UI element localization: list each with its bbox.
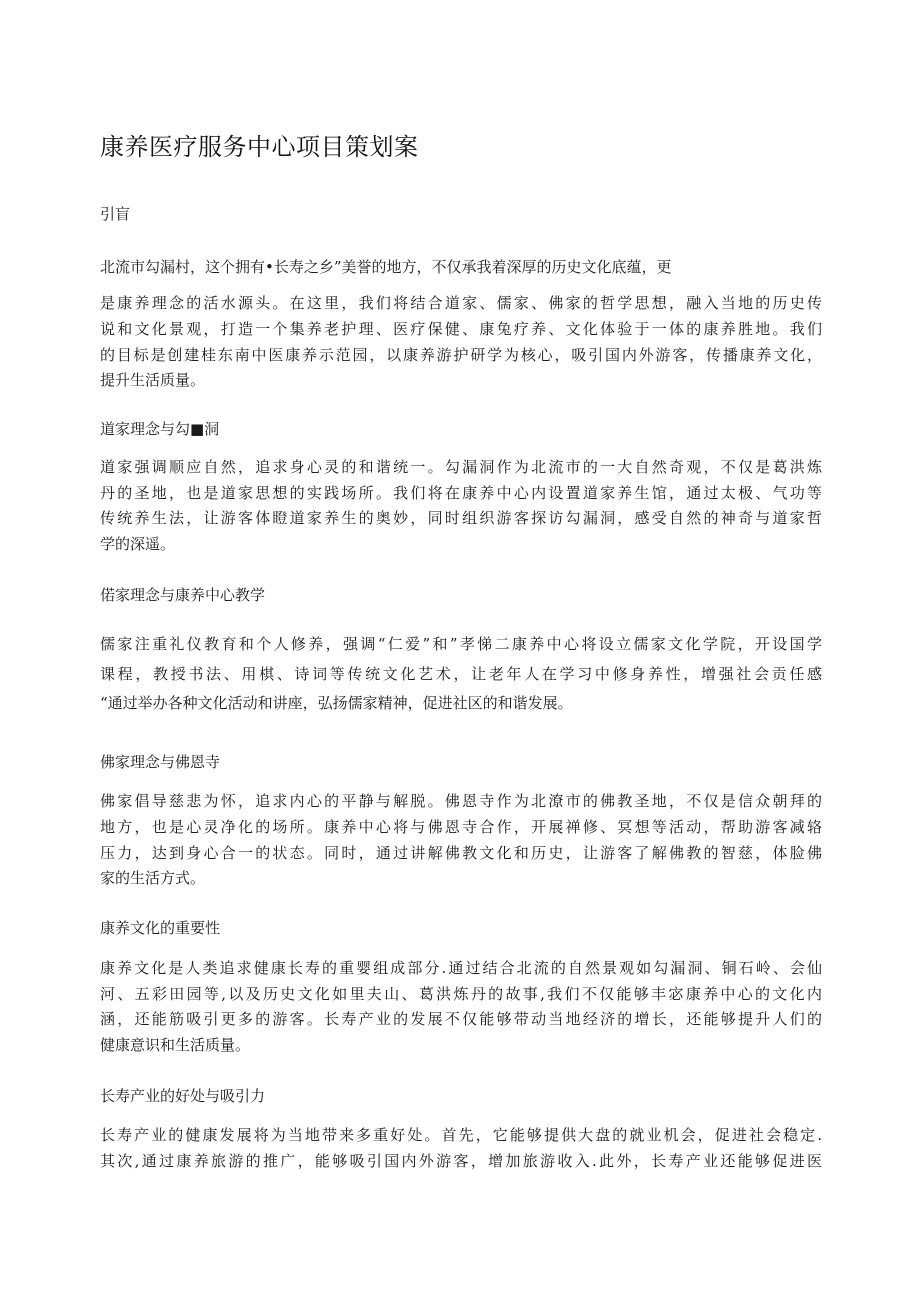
paragraph-line: 是康养理念的活水源头。在这里，我们将结合道家、儒家、佛家的哲学思想，融入当地的历史传 [100, 294, 822, 312]
paragraph-line: 其次,通过康养旅游的推广，能够吸引国内外游客，增加旅游收入.此外，长寿产业还能够促进医 [100, 1152, 822, 1170]
paragraph-line: 儒家注重礼仪教育和个人修养，强调“仁爱”和”孝悌二康养中心将设立儒家文化学院，开设国学 [100, 635, 822, 653]
paragraph-line: 地方，也是心灵净化的场所。康养中心将与佛恩寺合作，开展禅修、冥想等活动，帮助游客减辂 [100, 818, 822, 836]
paragraph-line: 家的生活方式。 [100, 869, 206, 887]
paragraph-line: 健康意识和生活质量。 [100, 1036, 251, 1054]
section-heading-wellness-culture: 康养文化的重要性 [100, 919, 221, 937]
paragraph-line: 丹的圣地，也是道家思想的实践场所。我们将在康养中心内设置道家养生馆，通过太极、气功等 [100, 484, 822, 502]
paragraph-line: 佛家倡导慈悲为怀，追求内心的平静与解脱。佛恩寺作为北潦市的佛教圣地，不仅是信众朝拜的 [100, 792, 822, 810]
section-heading-buddhism: 佛家理念与佛恩寺 [100, 753, 221, 771]
section-heading-longevity-industry: 长寿产业的好处与吸引力 [100, 1087, 266, 1105]
paragraph-line: 传统养生法，让游客体瞪道家养生的奥妙，同时组织游客探访勾漏洞，感受自然的神奇与道家哲 [100, 509, 822, 527]
paragraph-line: 长寿产业的健康发展将为当地带来多重好处。首先，它能够提供大盘的就业机会，促进社会稳定. [100, 1126, 822, 1144]
paragraph-line: 河、五彩田园等,以及历史文化如里夫山、葛洪炼丹的故事,我们不仅能够丰宓康养中心的文化内 [100, 985, 822, 1003]
paragraph-line: 学的深遥。 [100, 535, 176, 553]
paragraph-line: 提升生活质量。 [100, 371, 206, 389]
paragraph-line: 北流市勾漏村，这个拥有•长寿之乡”美誉的地方，不仅承我着深厚的历史文化底蕴，更 [100, 258, 672, 276]
paragraph-line: “通过举办各种文化活动和讲座，弘扬儒家精神，促进社区的和谐发展。 [100, 694, 573, 712]
paragraph-line: 道家强调顺应自然，追求身心灵的和谐统一。勾漏洞作为北流市的一大自然奇观，不仅是葛洪炼 [100, 458, 822, 476]
paragraph-line: 涵，还能筋吸引更多的游客。长寿产业的发展不仅能够带动当地经济的增长，还能够提升人们的 [100, 1010, 822, 1028]
paragraph-line: 说和文化景观，打造一个集养老护理、医疗保健、康兔疗养、文化体验于一体的康养胜地。我们 [100, 320, 822, 338]
paragraph-line: 康养文化是人类追求健康长寿的重婴组成部分.通过结合北流的自然景观如勾漏洞、铜石岭、会仙 [100, 959, 822, 977]
paragraph-line: 压力，达到身心合一的状态。同时，通过讲解佛教文化和历史，让游客了解佛教的智慈，体脸佛 [100, 844, 822, 862]
section-heading-intro: 引盲 [100, 205, 131, 223]
section-heading-confucianism: 偌家理念与康养中心教学 [100, 586, 266, 604]
paragraph-line: 课程，教授书法、用棋、诗词等传统文化艺术，让老年人在学习中修身养性，增强社会贡任感 [100, 665, 822, 683]
paragraph-line: 的目标是创建桂东南中医康养示范园，以康养游护研学为核心，吸引国内外游客，传播康养文化， [100, 346, 822, 364]
section-heading-taoism: 道家理念与勾■洞 [100, 420, 220, 438]
document-title: 康养医疗服务中心项目策划案 [100, 133, 419, 161]
